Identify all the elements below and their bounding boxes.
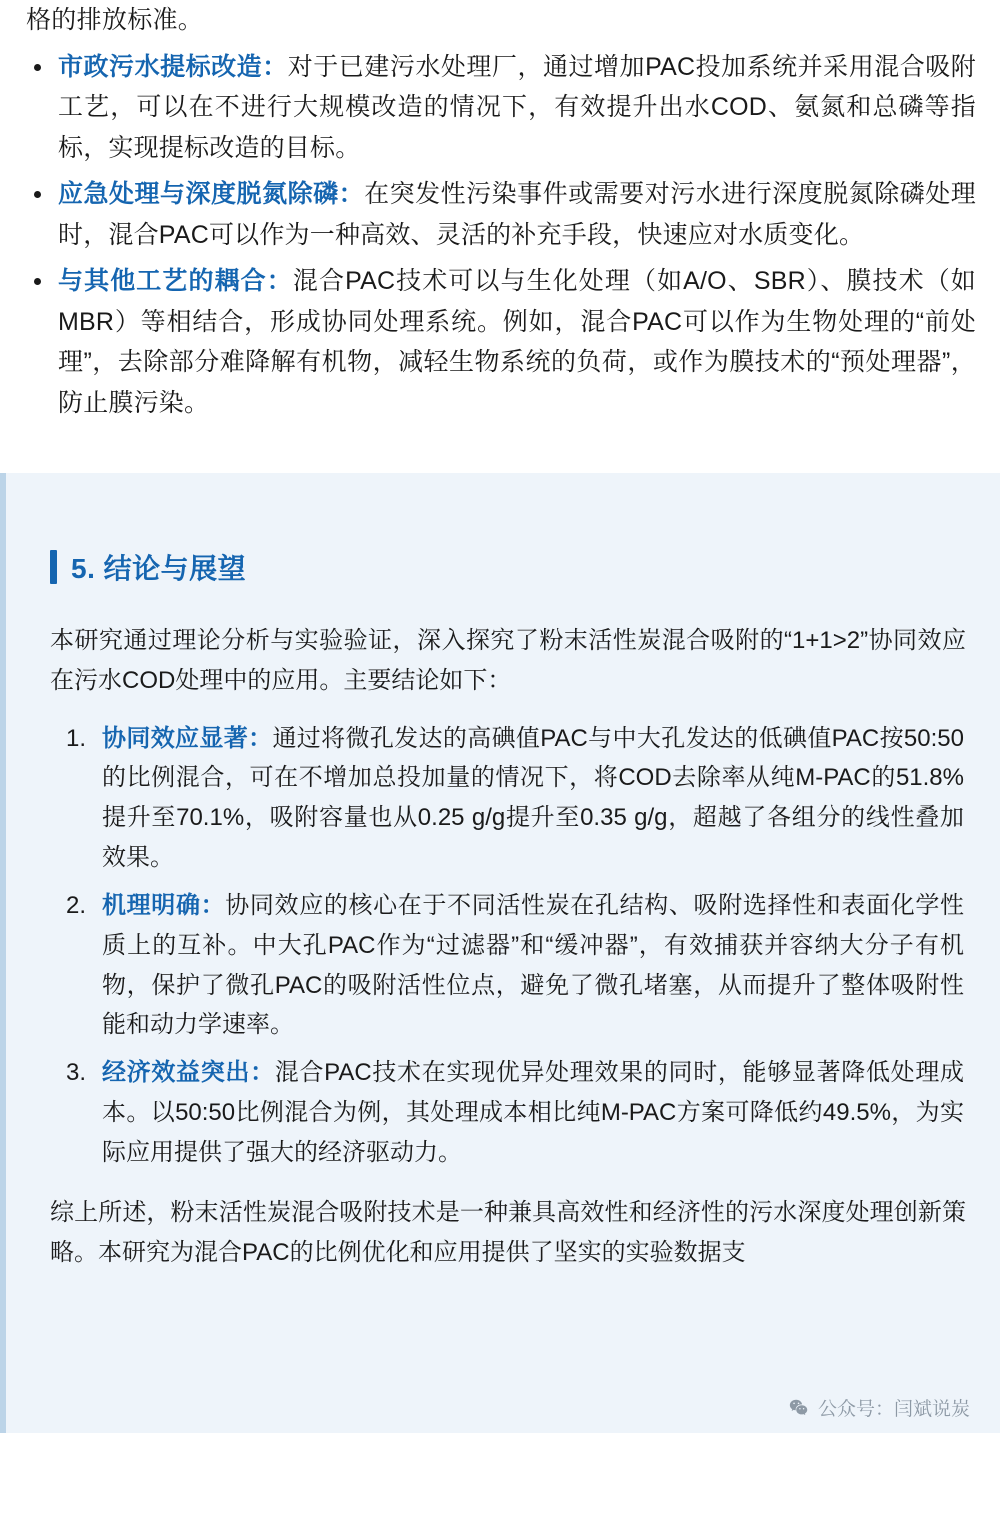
- list-item-heading: 与其他工艺的耦合：: [58, 267, 293, 295]
- lead-line: 格的排放标准。: [26, 6, 204, 34]
- list-item: [102, 886, 964, 1045]
- list-item-heading: 应急处理与深度脱氮除磷：: [58, 180, 365, 208]
- title-accent-bar: [50, 550, 57, 584]
- list-item-text: 混合PAC技术可以与生化处理（如A/O、SBR）、膜技术（如MBR）等相结合，形成协同处理系统。例如，混合PAC可以作为生物处理的“前处理”，去除部分难降解有机物，减轻生物系统的负荷，或作为膜技术的“预处理器”，防止膜污染。: [58, 267, 976, 417]
- list-item-text: 在突发性污染事件或需要对污水进行深度脱氮除磷处理时，混合PAC可以作为一种高效、灵活的补充手段，快速应对水质变化。: [58, 180, 976, 249]
- wechat-icon: [788, 1397, 810, 1419]
- conclusion-panel: [0, 473, 1000, 1433]
- conclusion-numbered-list: [50, 719, 964, 1173]
- list-item-text: 对于已建污水处理厂，通过增加PAC投加系统并采用混合吸附工艺，可以在不进行大规模改造的情况下，有效提升出水COD、氨氮和总磷等指标，实现提标改造的目标。: [58, 52, 976, 162]
- application-bullet-list: [26, 47, 976, 424]
- document-top-section: [0, 0, 1000, 423]
- list-item: [26, 261, 976, 423]
- list-item-text: 混合PAC技术在实现优异处理效果的同时，能够显著降低处理成本。以50:50比例混合为例，其处理成本相比纯M-PAC方案可降低约49.5%，为实际应用提供了强大的经济驱动力。: [102, 1059, 964, 1166]
- list-item: [102, 1053, 964, 1172]
- list-item-text: 协同效应的核心在于不同活性炭在孔结构、吸附选择性和表面化学性质上的互补。中大孔PAC作为“过滤器”和“缓冲器”，有效捕获并容纳大分子有机物，保护了微孔PAC的吸附活性位点，避免了微孔堵塞，从而提升了整体吸附性能和动力学速率。: [102, 891, 965, 1039]
- conclusion-closing-paragraph: 综上所述，粉末活性炭混合吸附技术是一种兼具高效性和经济性的污水深度处理创新策略。本研究为混合PAC的比例优化和应用提供了坚实的实验数据支: [50, 1198, 966, 1266]
- list-item-heading: 协同效应显著：: [102, 724, 273, 752]
- list-item-text: 通过将微孔发达的高碘值PAC与中大孔发达的低碘值PAC按50:50的比例混合，可在不增加总投加量的情况下，将COD去除率从纯M-PAC的51.8%提升至70.1%，吸附容量也从0.25 g/g提升至0.35 g/g，超越了各组分的线性叠加效果。: [102, 724, 964, 872]
- watermark-text: 公众号：闫斌说炭: [817, 1399, 970, 1420]
- list-item-heading: 机理明确：: [102, 891, 226, 919]
- page-title: 5. 结论与展望: [71, 553, 247, 584]
- list-item: [102, 719, 964, 878]
- list-item: [26, 174, 976, 255]
- list-item: [26, 47, 976, 169]
- list-item-heading: 经济效益突出：: [102, 1059, 275, 1087]
- conclusion-intro-paragraph: 本研究通过理论分析与实验验证，深入探究了粉末活性炭混合吸附的“1+1>2”协同效应在污水COD处理中的应用。主要结论如下：: [50, 627, 966, 694]
- section-title-row: [50, 547, 972, 587]
- watermark: [788, 1394, 970, 1421]
- list-item-heading: 市政污水提标改造：: [58, 52, 288, 81]
